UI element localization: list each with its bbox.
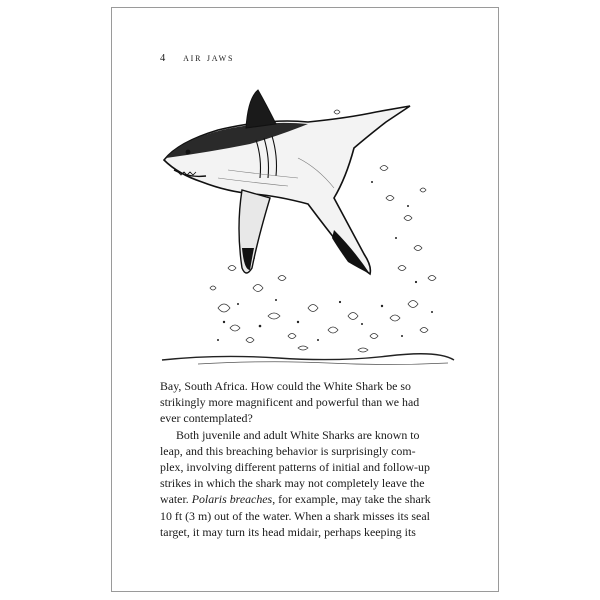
page-number: 4	[160, 53, 167, 64]
text-line: target, it may turn its head midair, perhaps keeping its	[160, 524, 416, 539]
text-line: Both juvenile and adult White Sharks are known to	[176, 427, 420, 442]
text-line: plex, involving different patterns of initial and follow-up	[160, 460, 430, 475]
text-line: 10 ft (3 m) out of the water. When a shark misses its seal	[160, 508, 430, 523]
running-title: air jaws	[183, 52, 235, 64]
book-page	[111, 7, 499, 592]
running-head	[160, 52, 234, 64]
text-line-rest: , for example, may take the shark	[272, 492, 431, 507]
shark-body	[164, 90, 410, 274]
text-line: ever contemplated?	[160, 411, 253, 426]
shark-illustration	[158, 78, 458, 370]
text-line-prefix: water.	[160, 492, 192, 507]
body-text	[160, 378, 450, 540]
text-line: leap, and this breaching behavior is surprisingly com-	[160, 443, 416, 458]
paragraph-1	[160, 378, 450, 427]
text-line: strikingly more magnificent and powerful than we had	[160, 395, 420, 410]
text-line: Bay, South Africa. How could the White Shark be so	[160, 379, 411, 393]
text-line: strikes in which the shark may not completely leave the	[160, 476, 425, 491]
italic-term: Polaris breaches	[191, 492, 273, 507]
shark-breaching-icon	[158, 78, 458, 370]
paragraph-2	[160, 427, 450, 540]
